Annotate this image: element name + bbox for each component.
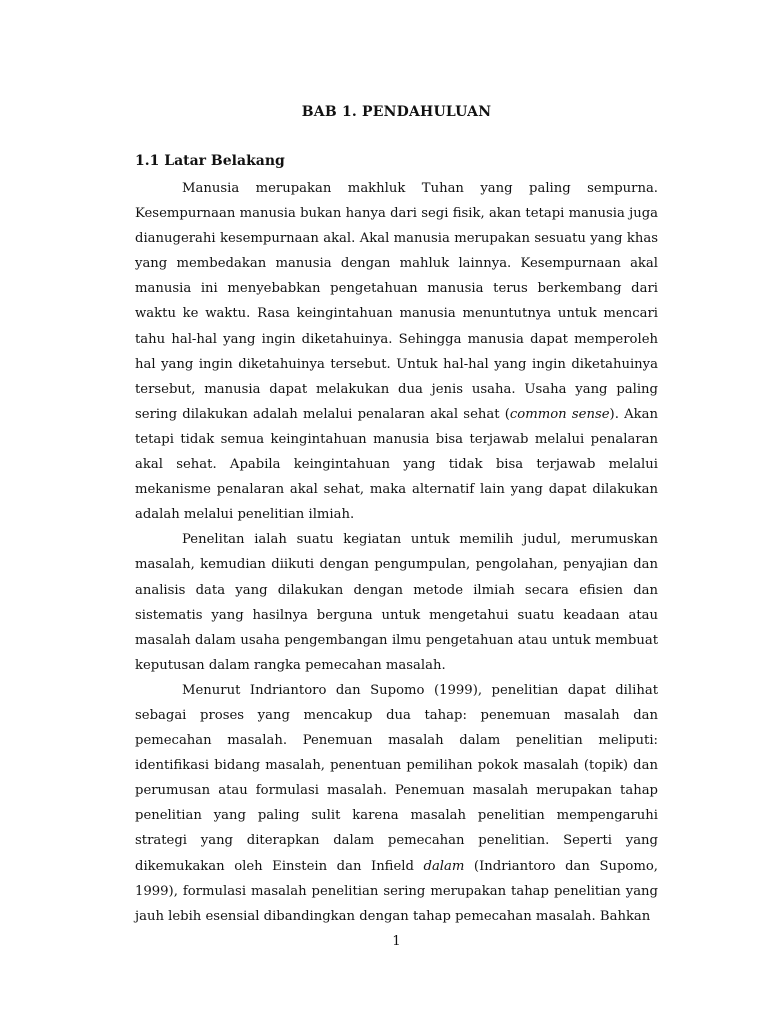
text-run: Penelitan ialah suatu kegiatan untuk memilih judul, merumuskan masalah, kemudian diikuti dengan pengumpulan, pengolahan, penyajian dan analisis data yang dilakukan dengan metode ilmiah secara efisien dan sistematis yang hasilnya berguna untuk mengetahui suatu keadaan atau masalah dalam usaha pengembangan ilmu pengetahuan atau untuk membuat keputusan dalam rangka pemecahan masalah. (135, 532, 658, 673)
page-number: 1 (392, 934, 401, 949)
text-run: Menurut Indriantoro dan Supomo (1999), penelitian dapat dilihat sebagai proses yang mencakup dua tahap: penemuan masalah dan pemecahan masalah. Penemuan masalah dalam penelitian meliputi: identifikasi bidang masalah, penentuan pemilihan pokok masalah (topik) dan perumusan atau formulasi masalah. Penemuan masalah merupakan tahap penelitian yang paling sulit karena masalah penelitian mempengaruhi strategi yang diterapkan dalam pemecahan penelitian. Seperti yang dikemukakan oleh Einstein dan Infield (135, 682, 658, 874)
italic-text-run: dalam (423, 858, 465, 874)
text-run: Manusia merupakan makhluk Tuhan yang paling sempurna. Kesempurnaan manusia bukan hanya dari segi fisik, akan tetapi manusia juga dianugerahi kesempurnaan akal. Akal manusia merupakan sesuatu yang khas yang membedakan manusia dengan mahluk lainnya. Kesempurnaan akal manusia ini menyebabkan pengetahuan manusia terus berkembang dari waktu ke waktu. Rasa keingintahuan manusia menuntutnya untuk mencari tahu hal-hal yang ingin diketahuinya. Sehingga manusia dapat memperoleh hal yang ingin diketahuinya tersebut. Untuk hal-hal yang ingin diketahuinya tersebut, manusia dapat melakukan dua jenis usaha. Usaha yang paling sering dilakukan adalah melalui penalaran akal sehat ( (135, 181, 658, 422)
text-run: ). Akan tetapi tidak semua keingintahuan manusia bisa terjawab melalui penalaran akal sehat. Apabila keingintahuan yang tidak bisa terjawab melalui mekanisme penalaran akal sehat, maka alternatif lain yang dapat dilakukan adalah melalui penelitian ilmiah. (135, 406, 658, 523)
text-run: (Indriantoro dan Supomo, 1999), formulasi masalah penelitian sering merupakan tahap penelitian yang jauh lebih esensial dibandingkan dengan tahap pemecahan masalah. Bahkan (135, 858, 659, 924)
section-title: 1.1 Latar Belakang (135, 153, 285, 169)
paragraph (135, 678, 658, 929)
paragraph (135, 527, 658, 678)
paragraph (135, 176, 658, 527)
italic-text-run: common sense (509, 406, 610, 422)
chapter-title: BAB 1. PENDAHULUAN (301, 104, 492, 120)
body-text (135, 176, 658, 929)
